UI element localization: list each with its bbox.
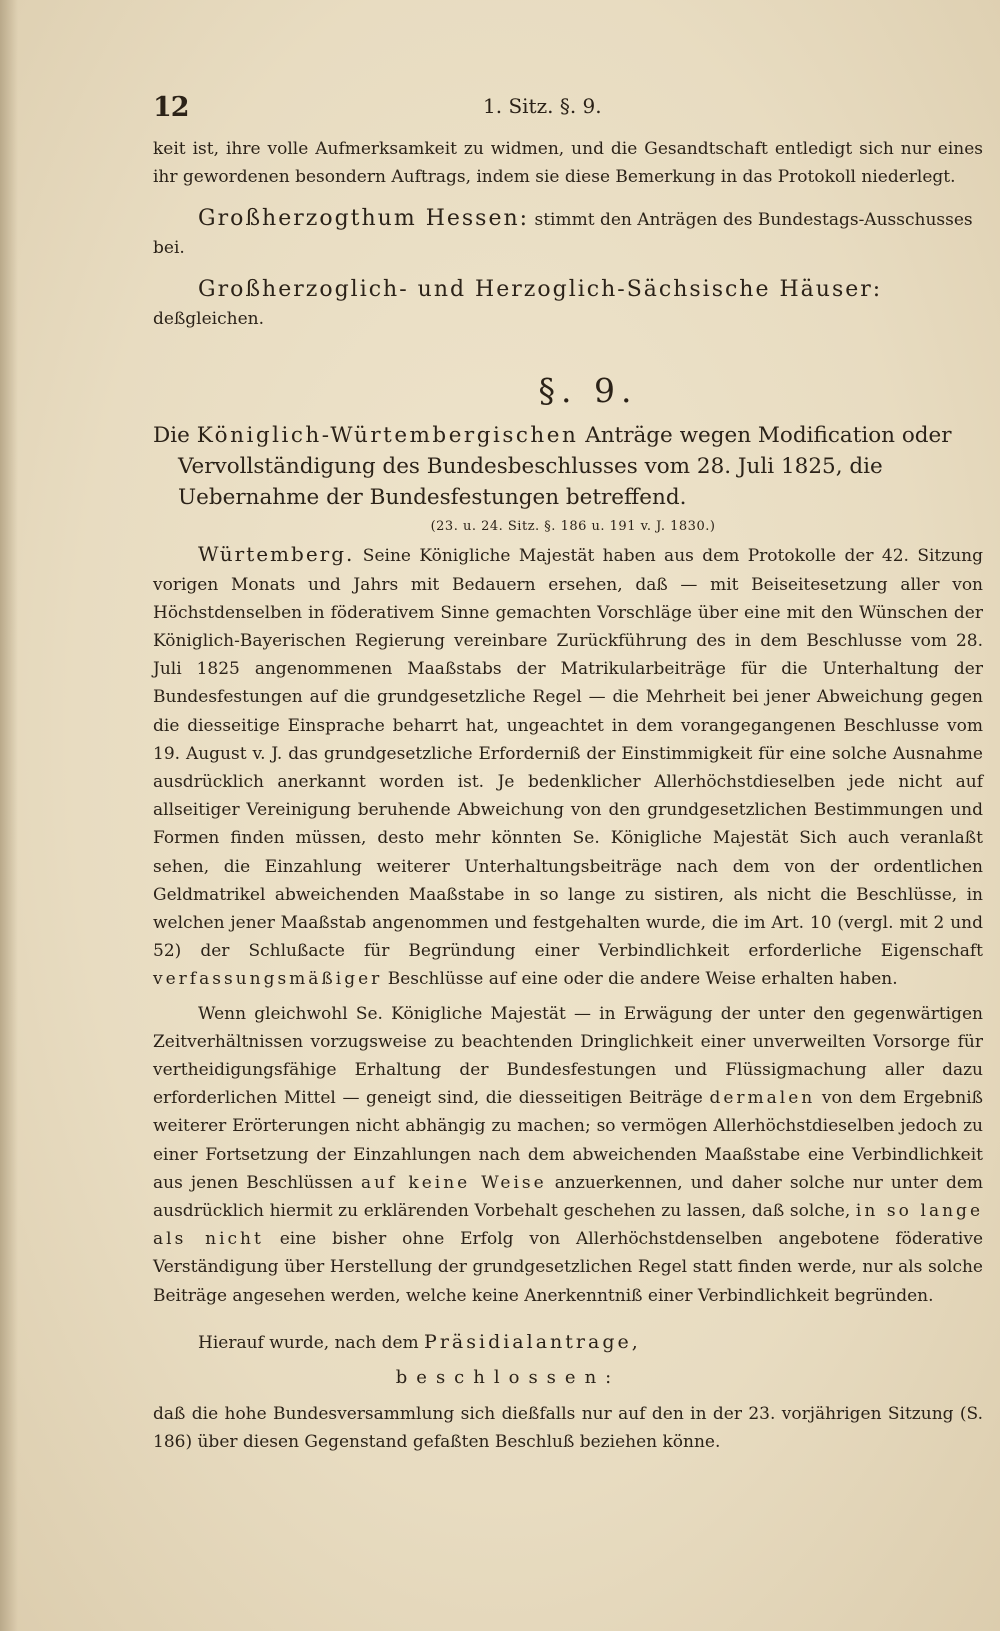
wuerttemberg-paragraph-1 [153,540,983,993]
wuerttemberg-paragraph-2 [153,1000,983,1310]
vote-text: stimmt den Anträgen des Bundestags-Ausschusses bei. [153,210,973,259]
resolution-text: daß die hohe Bundesversammlung sich dießfalls nur auf den in der 23. vorjährigen Sitzung (S. 186) über diesen Gegenstand gefaßten Beschluß beziehen könne. [153,1403,983,1453]
section-title-spaced: Königlich-Würtembergischen [196,423,579,449]
speaker-name: Würtemberg. [198,542,355,567]
section-title-prefix: Die [153,423,190,449]
page-number: 12 [153,92,189,123]
paragraph-text: Beschlüsse auf eine oder die andere Weise erhalten haben. [387,969,898,990]
running-head: 1. Sitz. §. 9. [483,94,602,118]
resolution-intro-text: Hierauf wurde, nach dem [198,1332,419,1353]
page-header [153,92,843,126]
paragraph-text: anzuerkennen, und daher solche nur unter dem ausdrücklich hiermit zu erklärenden Vorbehalt geschehen zu lassen, daß solche, [153,1172,984,1222]
resolution-intro [153,1328,983,1357]
vote-saxon-houses [153,276,983,333]
paragraph-text: von dem Ergebniß weiterer Erörterungen nicht abhängig zu machen; so vermögen Allerhöchstdieselben jedoch zu einer Fortsetzung der Einzahlungen nach dem abweichenden Maaßstabe eine Verbindlichkeit aus jenen Beschlüssen [153,1088,984,1193]
section-title-rest: Anträge wegen Modification oder Vervollständigung des Bundesbeschlusses vom 28. Juli 1825, die Uebernahme der Bundesfestungen betreffend. [178,423,952,511]
emphasized-text: verfassungsmäßiger [153,969,383,990]
paragraph-text: eine bisher ohne Erfolg von Allerhöchstdenselben angebotene föderative Verständigung über Herstellung der grundgesetzlichen Regel statt finden werde, nur als solche Beiträge angesehen werden, welche keine Anerkenntniß einer Verbindlichkeit begründen. [153,1229,984,1306]
section-number: §. 9. [538,371,638,411]
vote-state-name: Großherzoglich- und Herzoglich-Sächsische Häuser: [198,277,883,303]
intro-paragraph: keit ist, ihre volle Aufmerksamkeit zu widmen, und die Gesandtschaft entledigt sich nur eines ihr gewordenen besondern Auftrags, indem sie diese Bemerkung in das Protokoll niederlegt. [153,139,983,188]
resolution-intro-spaced: Präsidialantrage, [424,1330,641,1353]
emphasized-text: auf keine Weise [360,1172,547,1193]
vote-text: deßgleichen. [153,309,264,330]
resolved-heading: beschlossen: [395,1366,621,1388]
section-citation: (23. u. 24. Sitz. §. 186 u. 191 v. J. 1830.) [430,519,716,535]
paragraph-text: Seine Königliche Majestät haben aus dem Protokolle der 42. Sitzung vorigen Monats und Jahrs mit Bedauern ersehen, daß — mit Beiseitesetzung aller von Höchstdenselben in föderativem Sinne gemachten Vorschläge über eine mit den Wünschen der Königlich-Bayerischen Regierung vereinbare Zurückführung des in dem Beschlusse vom 28. Juli 1825 angenommenen Maaßstabs der Matrikularbeiträge für die Unterhaltung der Bundesfestungen auf die grundgesetzliche Regel — die Mehrheit bei jener Abweichung gegen die diesseitige Einsprache beharrt hat, ungeachtet in dem vorangegangenen Beschlusse vom 19. August v. J. das grundgesetzliche Erforderniß der Einstimmigkeit für eine solche Ausnahme ausdrücklich anerkannt worden ist. Je bedenklicher Allerhöchstdieselben jede nicht auf allseitiger Vereinigung beruhende Abweichung von den grundgesetzlichen Bestimmungen und Formen finden müssen, desto mehr könnten Se. Königliche Majestät Sich auch veranlaßt sehen, die Einzahlung weiterer Unterhaltungsbeiträge nach dem von der ordentlichen Geldmatrikel abweichenden Maaßstabe in so lange zu sistiren, als nicht die Beschlüsse, in welchen jener Maaßstab angenommen und festgehalten wurde, die im Art. 10 (vergl. mit 2 und 52) der Schlußacte für Begründung einer Verbindlichkeit erforderliche Eigenschaft [153,546,983,962]
emphasized-text: in so lange als nicht [153,1201,984,1250]
vote-state-name: Großherzogthum Hessen: [198,206,530,232]
page-body [153,135,983,1456]
section-title [153,420,983,513]
emphasized-text: dermalen [709,1088,816,1109]
paragraph-text: Wenn gleichwohl Se. Königliche Majestät — in Erwägung der unter den gegenwärtigen Zeitverhältnissen vorzugsweise zu beachtenden Dringlichkeit einer unverweilten Vorsorge für vertheidigungsfähige Erhaltung der Bundesfestungen und Flüssigmachung aller dazu erforderlichen Mittel — geneigt sind, die diesseitigen Beiträge [153,1003,983,1109]
vote-hessen [153,205,983,262]
